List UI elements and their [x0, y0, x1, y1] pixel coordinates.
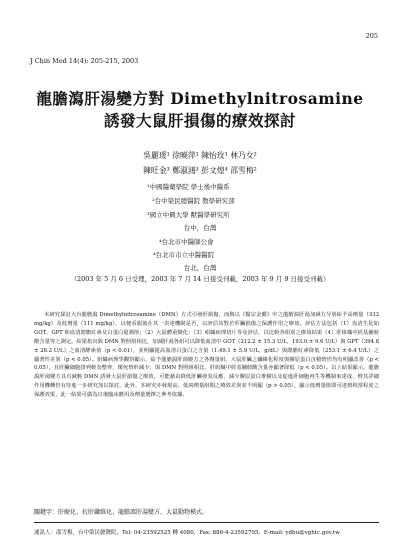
authors-line-2: 陳旺金³ 鄭淑鴻³ 彭文煌⁴ 邵雪梅² — [143, 166, 257, 175]
title-line-1: 龍膽瀉肝湯變方對 Dimethylnitrosamine — [36, 89, 364, 108]
keywords-text: 肝硬化、抗肝纖維化、龍膽瀉肝湯變方、大鼠動物模式。 — [58, 509, 209, 516]
affiliation-2: ²台中榮民總醫院 教學研究部 — [152, 197, 235, 205]
affiliation-city-2: 台北，台灣 — [183, 264, 217, 272]
affiliation-city-1: 台中，台灣 — [183, 224, 217, 232]
affiliation-1: ¹中國醫藥學院 學士後中醫系 — [147, 183, 230, 191]
authors — [0, 148, 400, 178]
receipt-dates: （2003 年 5 月 6 日受理，2003 年 7 月 14 日接受刊載，2003 年 9 月 9 日接受刊載） — [70, 275, 330, 283]
footer-rule — [34, 522, 379, 523]
title-block — [0, 88, 400, 132]
correspondence: 通訊人：邵雪梅，台中榮民總醫院，Tel: 04-23592525 轉 4080，Fax: 886-4-23592705，E-mail: ydhu@vghtc.gov.tw — [34, 530, 340, 536]
affiliation-4: ⁴台北市中醫師公會 — [159, 238, 214, 246]
page-number: 205 — [365, 32, 378, 40]
authors-line-1: 吳麗瑗¹ 徐曉萍¹ 陳怡玫¹ 林乃女² — [143, 151, 257, 160]
title-line-2: 誘發大鼠肝損傷的療效探討 — [103, 111, 296, 130]
abstract: 本研究探討大台龍膽瀉 Dimethylnitrosamine（DMN）方式引發肝損傷，而與以《醫宗金鑑》中之龍膽瀉肝湯加減方分別給予高劑量（333 mg/kg）及低劑量（111 mg/kg），以便看服後在其一表達機制是否，以評估其對於肝臟損傷之保護作用之療效。評估方法包括（1）血清生化如 GOT、GPT 和血清總膽紅素及白蛋白量測值；（2）大鼠體重變化；（3）組織病理切片等及評估，以比較各組別之療效結果（4）肝組織中經基脯胺酸含量等之測定。結果指出與 DMN 對照組相比，加減肝湯各組可以降低血清中 GOT（212.2 ± 15.3 U/L，193.0 ± 9.6 U/L）與 GPT（394.8 ± 28.2 U/L）之血清酵素值（p < 0.01），並明顯提高血清白蛋白之含量（1.49.1 ± 5.9 U/L，g/dL）與總膽紅素降低（253.1 ± 6.4 U/L）之顯著性差異（p < 0.05）。組織病理學觀察顯示，給予龍膽瀉肝湯變方之各劑量組，大鼠肝臟之纖維化程度與膠原蛋白沉積情形均有明顯改善（p < 0.05），且肝臟細胞排列較為整齊，壞死情形減少；與 DMN 對照組相比，肝組織中經基脯胺酸含量亦顯著降低（p < 0.05）。以上結果顯示，龍膽瀉肝湯變方具有減輕 DMN 誘發大鼠肝損傷之療效，可能藉由降低肝臟發炎反應、減少膠原蛋白堆積以及促進肝細胞再生等機制來達成，惟其詳細作用機轉仍有待進一步研究加以探討。此外，本研究亦發現高、低兩劑量組間之療效差異並不明顯（p > 0.05），顯示低劑量組即可達到相當程度之保護效果，此一結果可做為日後臨床應用及劑量選擇之參考依據。 — [34, 312, 379, 399]
journal-reference: J Chin Med 14(4): 205-215, 2003 — [30, 57, 139, 65]
keywords — [34, 507, 379, 516]
affiliation-5: ⁴台北市市立中醫醫院 — [153, 251, 215, 259]
keywords-label: 關鍵字： — [34, 509, 59, 516]
affiliation-3: ³國立中興大學 獸醫學研究所 — [147, 211, 230, 219]
